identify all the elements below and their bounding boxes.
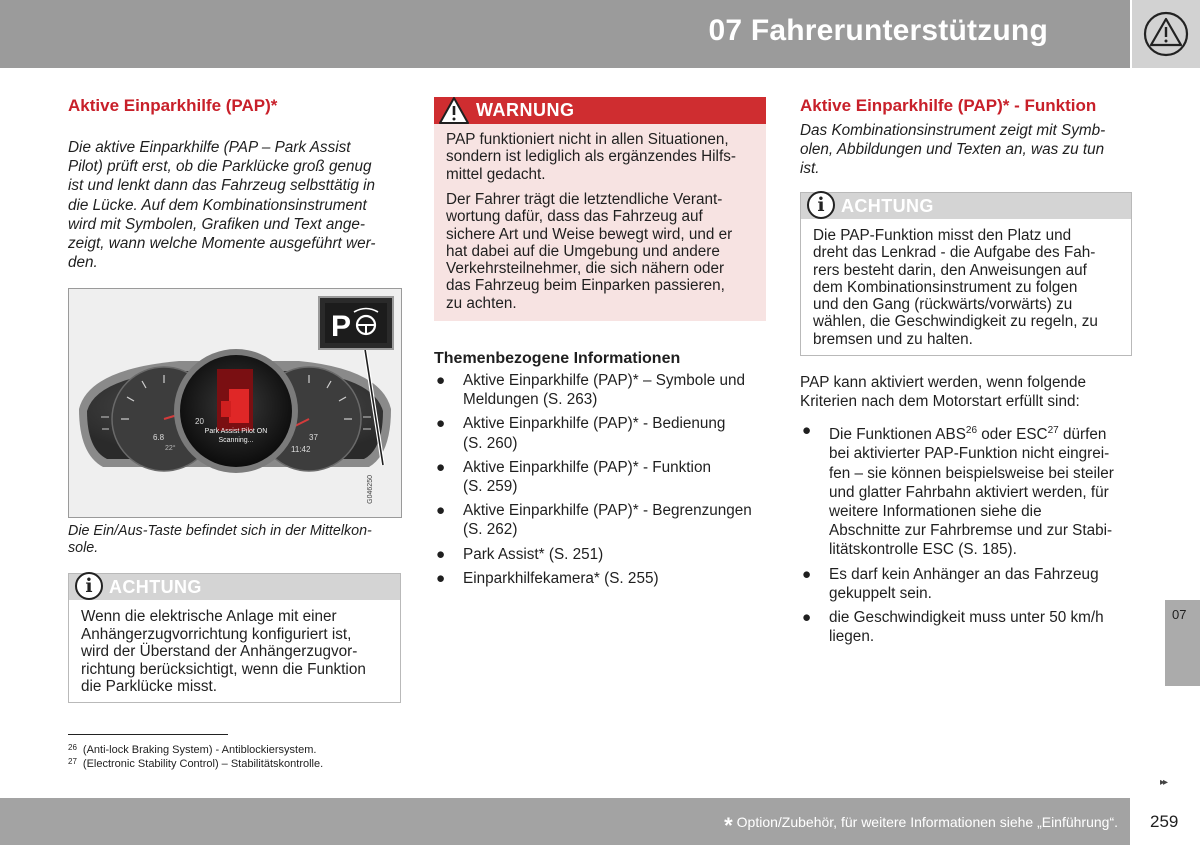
chapter-tab-label: 07 (1172, 607, 1187, 622)
related-link[interactable]: ● Einparkhilfekamera* (S. 255) (463, 569, 773, 588)
text-line: Es darf kein Anhänger an das Fahrzeug (829, 565, 1099, 583)
text-line: Einparkhilfekamera* (S. 255) (463, 569, 659, 587)
text-line: PAP funktioniert nicht in allen Situationen, (446, 131, 729, 148)
text-line: wird mit Symbolen, Grafiken und Text ange- (68, 215, 366, 233)
section-heading: Aktive Einparkhilfe (PAP)* - Funktion (800, 96, 1097, 115)
text-line: Verkehrsteilnehmer, die sich nähern oder (446, 260, 725, 278)
header-icon-box (1132, 0, 1200, 68)
text-line: Pilot) prüft erst, ob die Parklücke groß genug (68, 158, 372, 176)
warning-box (434, 97, 766, 321)
text-line: olen, Abbildungen und Texten an, was zu tun (800, 141, 1105, 159)
text-line: rers besteht darin, den Anweisungen auf (813, 261, 1087, 279)
text-line: Aktive Einparkhilfe (PAP)* – Symbole und (463, 372, 745, 389)
caution-box (68, 573, 401, 703)
chapter-title: 07 Fahrerunterstützung (708, 14, 1048, 47)
text-line: gekuppelt sein. (829, 584, 932, 602)
text-line: Abschnitte zur Fahrbremse und zur Stabi- (829, 522, 1113, 540)
text-line: Die aktive Einparkhilfe (PAP – Park Assist (68, 139, 351, 156)
related-link[interactable]: ● Park Assist* (S. 251) (463, 545, 773, 564)
text-line: hat dabei auf die Umgebung und andere (446, 242, 720, 260)
text-line: dreht das Lenkrad - die Aufgabe des Fah- (813, 244, 1096, 262)
text-line: richtung berücksichtigt, wenn die Funktion (81, 660, 366, 678)
text-line: PAP kann aktiviert werden, wenn folgende (800, 374, 1087, 391)
text-line: Anhängerzugvorrichtung konfiguriert ist, (81, 625, 352, 643)
related-heading: Themenbezogene Informationen (434, 350, 681, 367)
section-heading: Aktive Einparkhilfe (PAP)* (68, 96, 278, 115)
text-line: (S. 260) (463, 434, 518, 452)
instrument-cluster-figure (68, 288, 402, 518)
gauge-value: 6.8 (153, 433, 165, 442)
clock-value: 11:42 (291, 445, 311, 454)
caution-label: ACHTUNG (109, 577, 202, 597)
info-icon: i (75, 572, 103, 600)
text-line: litätskontrolle ESC (S. 185). (829, 541, 1017, 559)
footnote: $^{27}$ (Electronic Stability Control) – Stabilitätskontrolle. (68, 757, 324, 770)
chapter-tab[interactable] (1165, 600, 1200, 686)
intro-paragraph (800, 121, 1135, 179)
text-line: Aktive Einparkhilfe (PAP)* - Funktion (463, 458, 711, 476)
text-line: Die Funktionen ABS$^{26}$ oder ESC$^{27}$ dürfen (829, 425, 1107, 444)
caution-text (81, 608, 396, 696)
caution-header (69, 574, 400, 600)
text-line: Park Assist* (S. 251) (463, 545, 604, 563)
footer-bar (0, 798, 1130, 845)
caution-box (800, 192, 1132, 356)
text-line: (S. 262) (463, 521, 518, 539)
warning-header (434, 97, 766, 124)
footnote: $^{26}$ (Anti-lock Braking System) - Antiblockiersystem. (68, 743, 317, 756)
criteria-paragraph (800, 373, 1135, 411)
page-number-box (1130, 798, 1200, 845)
text-line: und glatter Fahrbahn aktiviert werden, für (829, 483, 1109, 501)
text-line: sondern ist lediglich als ergänzendes Hilfs- (446, 148, 736, 166)
caution-header (801, 193, 1131, 219)
text-line: Die Ein/Aus-Taste befindet sich in der Mittelkon- (68, 523, 372, 539)
text-line: wird der Überstand der Anhängerzugvor- (81, 643, 358, 661)
gauge-value: 22° (165, 445, 176, 452)
related-link[interactable]: ● Aktive Einparkhilfe (PAP)* – Symbole und Meldungen (S. 263) (463, 371, 773, 409)
figure-caption (68, 523, 408, 557)
svg-text:P: P (331, 310, 352, 343)
warning-paragraph (446, 191, 762, 312)
text-line: die Geschwindigkeit muss unter 50 km/h (829, 608, 1104, 626)
text-line: bremsen und zu halten. (813, 330, 973, 348)
text-line: dem Kombinationsinstrument zu folgen (813, 278, 1078, 296)
caution-text (813, 227, 1127, 348)
text-line: Kriterien nach dem Motorstart erfüllt sind: (800, 393, 1080, 411)
related-link[interactable]: ● Aktive Einparkhilfe (PAP)* - Bedienung (S. 260) (463, 414, 773, 452)
text-line: Aktive Einparkhilfe (PAP)* - Begrenzungen (463, 502, 752, 520)
text-line: bei aktivierter PAP-Funktion nicht eingrei- (829, 445, 1110, 463)
header-bar (0, 0, 1130, 68)
footnote-divider (68, 734, 228, 735)
text-line: Wenn die elektrische Anlage mit einer (81, 608, 337, 625)
text-line: sole. (68, 540, 99, 556)
text-line: mittel gedacht. (446, 165, 546, 183)
text-line: (S. 259) (463, 478, 518, 496)
warning-triangle-icon (438, 96, 470, 125)
text-line: zeigt, wann welche Momente ausgeführt wer- (68, 235, 376, 253)
text-line: die Parklücke misst. (81, 678, 218, 696)
warning-paragraph (446, 131, 762, 183)
list-item: ● Es darf kein Anhänger an das Fahrzeug gekuppelt sein. (829, 565, 1134, 603)
text-line: das Fahrzeug beim Einparken passieren, (446, 277, 725, 295)
text-line: Meldungen (S. 263) (463, 391, 598, 409)
warning-triangle-icon (1142, 10, 1190, 58)
text-line: Der Fahrer trägt die letztendliche Verant- (446, 191, 723, 208)
continue-arrows-icon: ▸▸ (1160, 777, 1167, 788)
related-list (436, 371, 773, 588)
text-line: zu achten. (446, 294, 517, 312)
text-line: Das Kombinationsinstrument zeigt mit Symb- (800, 122, 1106, 139)
display-status-line: Park Assist Pilot ON (204, 428, 268, 435)
text-line: Aktive Einparkhilfe (PAP)* - Bedienung (463, 415, 726, 433)
gauge-value: 20 (195, 417, 204, 426)
intro-paragraph (68, 138, 408, 272)
text-line: und den Gang (rückwärts/vorwärts) zu (813, 296, 1073, 314)
info-icon: i (807, 191, 835, 219)
related-link[interactable]: ● Aktive Einparkhilfe (PAP)* - Begrenzungen (S. 262) (463, 501, 773, 539)
text-line: weitere Informationen siehe die (829, 502, 1042, 520)
related-link[interactable]: ● Aktive Einparkhilfe (PAP)* - Funktion (S. 259) (463, 458, 773, 496)
text-line: wählen, die Geschwindigkeit zu regeln, zu (813, 313, 1098, 331)
text-line: Die PAP-Funktion misst den Platz und (813, 227, 1072, 244)
gauge-value: 37 (309, 433, 318, 442)
list-item: ● die Geschwindigkeit muss unter 50 km/h liegen. (829, 608, 1134, 646)
footer-note: * Option/Zubehör, für weitere Informationen siehe „Einführung“. (724, 813, 1118, 838)
warning-label: WARNUNG (476, 100, 575, 120)
list-item: ● Die Funktionen ABS$^{26}$ oder ESC$^{27}$ dürfen bei aktivierter PAP-Funktion nicht eingrei- fen – sie können beispielsweise bei steiler und glatter Fahrbahn aktiviert werden, für weitere Informationen siehe die Abschnitte zur Fahrbremse und zur Stabi- litätskontrolle ESC (S. 185). (829, 421, 1134, 560)
text-line: den. (68, 254, 98, 272)
text-line: ist. (800, 160, 820, 178)
instrument-cluster-illustration (69, 289, 402, 518)
text-line: sichere Art und Weise bewegt wird, und er (446, 225, 733, 243)
text-line: die Lücke. Auf dem Kombinationsinstrument (68, 196, 367, 214)
page-number: 259 (1150, 812, 1179, 831)
text-line: wortung dafür, dass das Fahrzeug auf (446, 208, 703, 226)
text-line: liegen. (829, 628, 875, 646)
text-line: fen – sie können beispielsweise bei steiler (829, 464, 1114, 482)
criteria-list (802, 421, 1134, 646)
text-line: ist und lenkt dann das Fahrzeug selbsttätig in (68, 177, 375, 195)
image-code: G046250 (367, 475, 374, 504)
caution-label: ACHTUNG (841, 196, 934, 216)
display-status-line: Scanning... (218, 437, 254, 444)
